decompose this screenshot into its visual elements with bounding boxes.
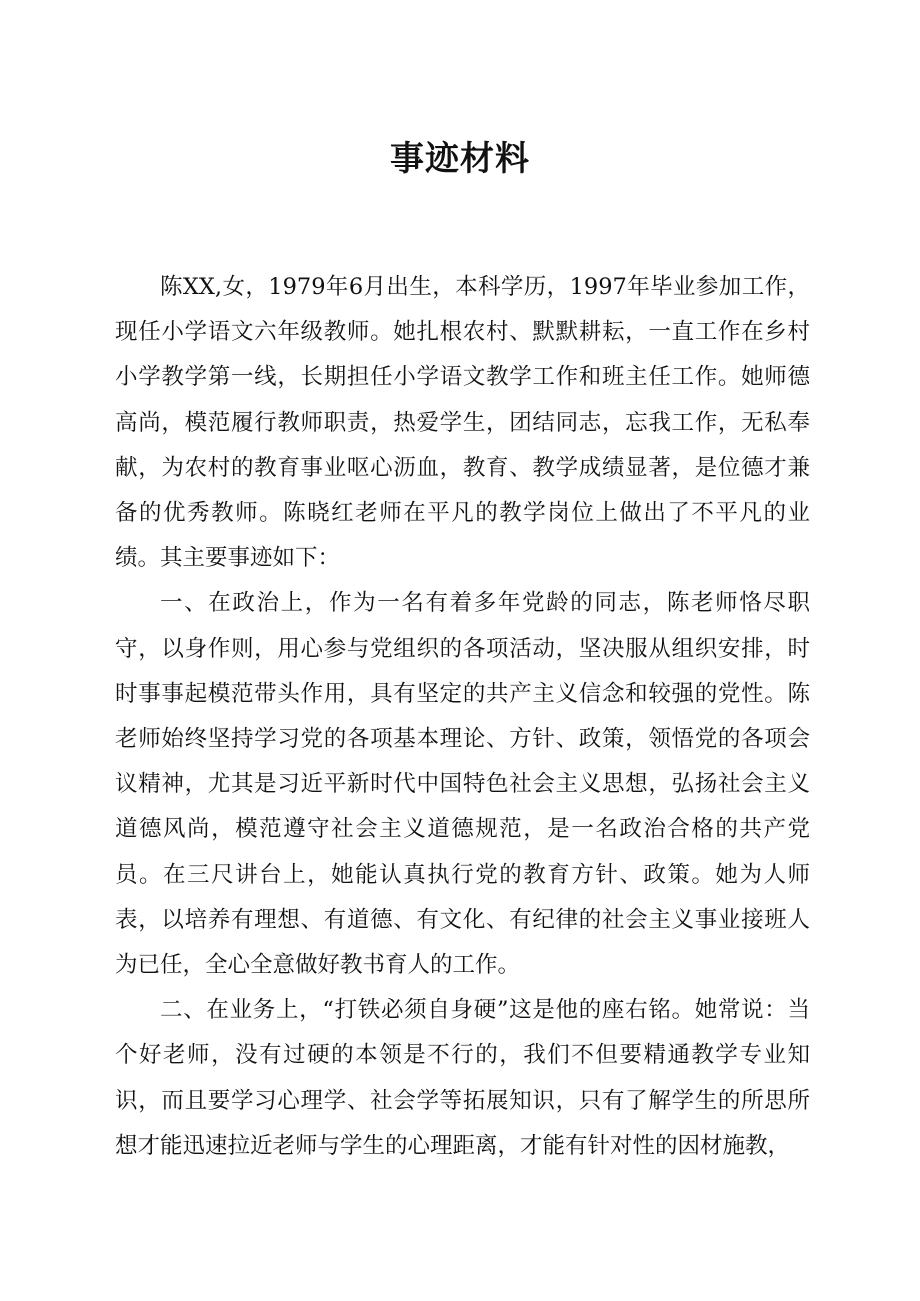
paragraph-political: 一、在政治上，作为一名有着多年党龄的同志，陈老师恪尽职守，以身作则，用心参与党组织的各项活动，坚决服从组织安排，时时事事起模范带头作用，具有坚定的共产主义信念和较强的党性。陈老师始终坚持学习党的各项基本理论、方针、政策，领悟党的各项会议精神，尤其是习近平新时代中国特色社会主义思想，弘扬社会主义道德风尚，模范遵守社会主义道德规范，是一名政治合格的共产党员。在三尺讲台上，她能认真执行党的教育方针、政策。她为人师表，以培养有理想、有道德、有文化、有纪律的社会主义事业接班人为已任，全心全意做好教书育人的工作。 (115, 590, 810, 979)
paragraph-intro: 陈XX,女，1979年6月出生，本科学历，1997年毕业参加工作，现任小学语文六年级教师。她扎根农村、默默耕耘，一直工作在乡村小学教学第一线，长期担任小学语文教学工作和班主任工作。她师德高尚，模范履行教师职责，热爱学生，团结同志，忘我工作，无私奉献，为农村的教育事业呕心沥血，教育、教学成绩显著，是位德才兼备的优秀教师。陈晓红老师在平凡的教学岗位上做出了不平凡的业绩。其主要事迹如下： (115, 274, 810, 572)
paragraph-professional: 二、在业务上，“打铁必须自身硬”这是他的座右铭。她常说：当个好老师，没有过硬的本领是不行的，我们不但要精通教学专业知识，而且要学习心理学、社会学等拓展知识，只有了解学生的所思所想才能迅速拉近老师与学生的心理距离，才能有针对性的因材施教， (115, 997, 810, 1159)
document-title: 事迹材料 (390, 139, 530, 179)
document-body (115, 265, 810, 1169)
